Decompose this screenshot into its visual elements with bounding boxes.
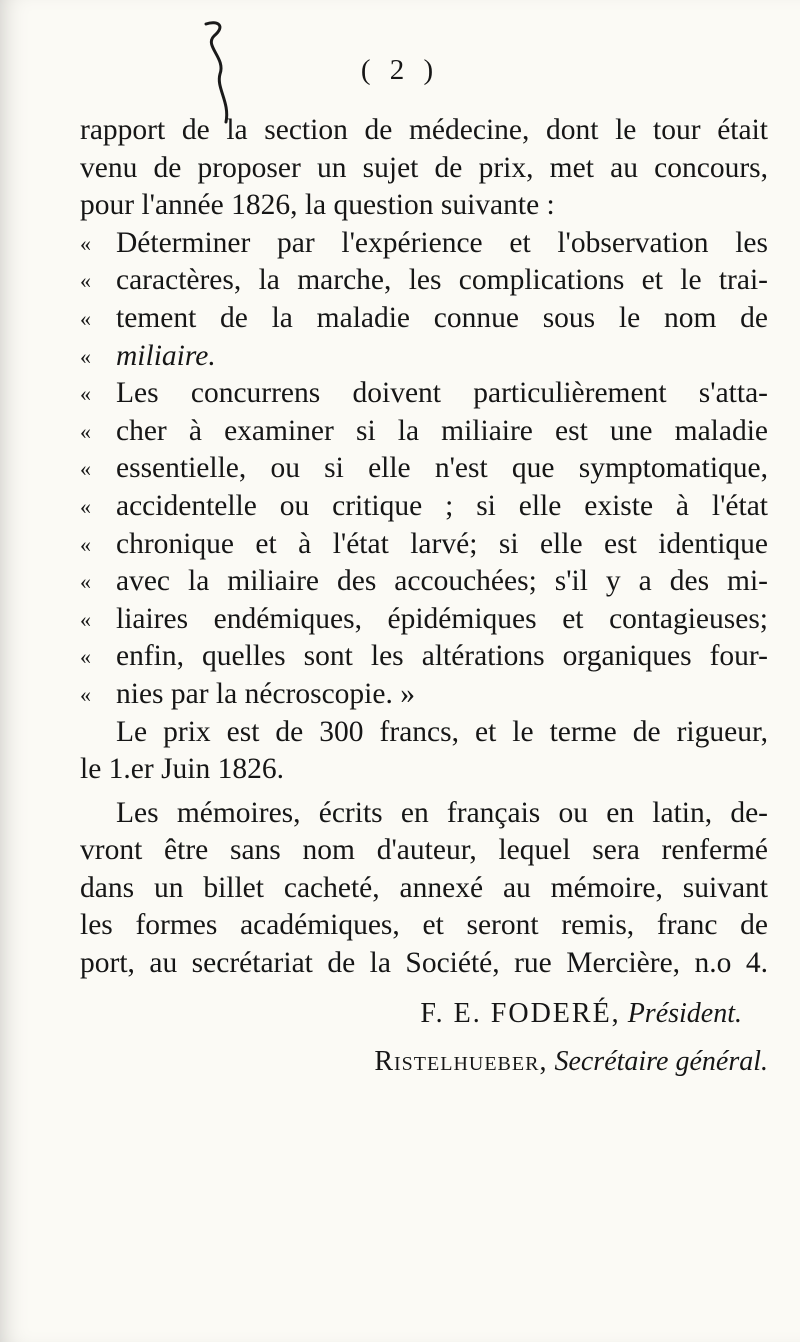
quote-text: chronique et à l'état larvé; si elle est identique <box>116 527 768 560</box>
quoted-line <box>80 563 768 601</box>
page-number: ( 2 ) <box>360 54 440 86</box>
quoted-line <box>80 638 768 676</box>
secretary-title: Secrétaire général. <box>554 1046 768 1077</box>
guillemet-mark: « <box>80 569 91 595</box>
text-line: rapport de la section de médecine, dont le tour était <box>80 114 768 146</box>
president-name: F. E. FODERÉ, <box>420 998 621 1029</box>
president-signature <box>420 998 742 1030</box>
quoted-line <box>80 601 768 639</box>
quoted-line <box>80 338 768 376</box>
text-line: les formes académiques, et seront remis, franc de <box>80 909 768 942</box>
text-line: Le prix est de 300 francs, et le terme de rigueur, <box>116 715 768 748</box>
quote-text: cher à examiner si la miliaire est une maladie <box>116 414 768 447</box>
secretary-name: Ristelhueber, <box>374 1046 548 1077</box>
quoted-line <box>80 375 768 413</box>
quoted-line <box>80 526 768 564</box>
guillemet-mark: « <box>80 681 91 707</box>
text-line: venu de proposer un sujet de prix, met au concours, <box>80 151 768 184</box>
quote-text: caractères, la marche, les complications et le trai- <box>116 264 768 297</box>
guillemet-mark: « <box>80 456 91 482</box>
president-title: Président. <box>627 998 742 1029</box>
secretary-signature <box>374 1046 768 1078</box>
quote-text: Déterminer par l'expérience et l'observation les <box>116 226 768 259</box>
guillemet-mark: « <box>80 606 91 632</box>
quoted-line <box>80 488 768 526</box>
guillemet-mark: « <box>80 343 91 369</box>
text-line: dans un billet cacheté, annexé au mémoire, suivant <box>80 871 768 904</box>
text-line: pour l'année 1826, la question suivante : <box>80 189 555 222</box>
guillemet-mark: « <box>80 531 91 557</box>
text-line: le 1.er Juin 1826. <box>80 753 285 786</box>
quote-text: avec la miliaire des accouchées; s'il y a des mi- <box>116 565 768 598</box>
guillemet-mark: « <box>80 230 91 256</box>
text-line: Les mémoires, écrits en français ou en latin, de- <box>116 796 768 829</box>
body-text <box>80 112 768 983</box>
quoted-line <box>80 450 768 488</box>
guillemet-mark: « <box>80 305 91 331</box>
text-line: vront être sans nom d'auteur, lequel sera renfermé <box>80 834 768 867</box>
quote-text: tement de la maladie connue sous le nom de <box>116 301 768 334</box>
guillemet-mark: « <box>80 381 91 407</box>
quoted-line <box>80 262 768 300</box>
guillemet-mark: « <box>80 268 91 294</box>
quote-text: liaires endémiques, épidémiques et contagieuses; <box>116 602 768 635</box>
quote-text-italic: miliaire. <box>116 339 216 372</box>
quote-text: enfin, quelles sont les altérations organiques four- <box>116 640 768 673</box>
guillemet-mark: « <box>80 493 91 519</box>
quote-text: nies par la nécroscopie. » <box>116 677 415 710</box>
guillemet-mark: « <box>80 644 91 670</box>
quoted-line <box>80 413 768 451</box>
guillemet-mark: « <box>80 418 91 444</box>
quote-text: Les concurrens doivent particulièrement s'atta- <box>116 377 768 410</box>
quoted-line <box>80 225 768 263</box>
quote-text: accidentelle ou critique ; si elle existe à l'état <box>116 489 768 522</box>
text-line: port, au secrétariat de la Société, rue Mercière, n.o 4. <box>80 947 768 980</box>
quoted-line <box>80 676 768 714</box>
quote-text: essentielle, ou si elle n'est que symptomatique, <box>116 452 768 485</box>
quoted-line <box>80 300 768 338</box>
